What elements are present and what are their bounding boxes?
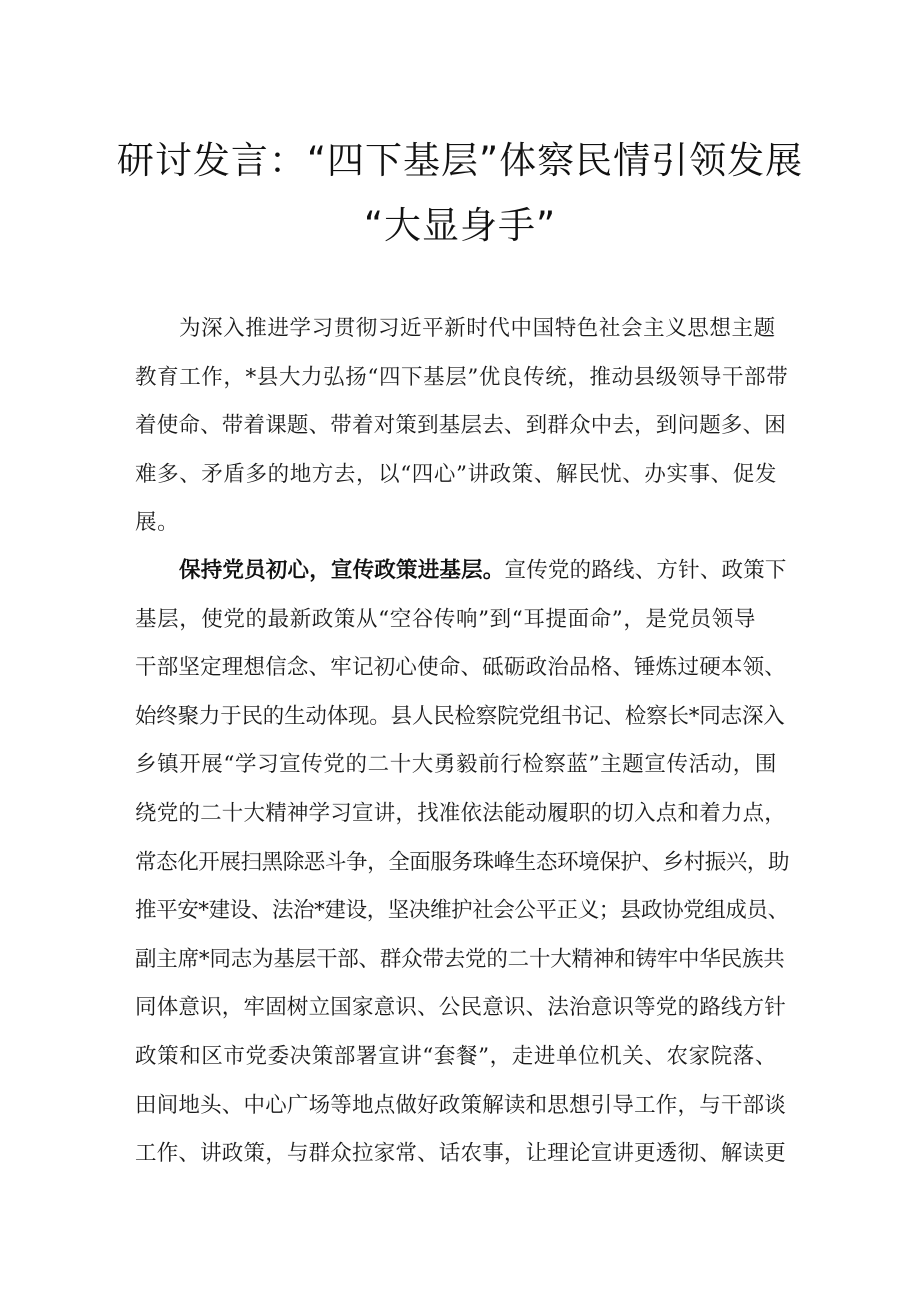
paragraph-line: 工作、讲政策，与群众拉家常、话农事，让理论宣讲更透彻、解读更 — [135, 1141, 787, 1167]
paragraph-line: 着使命、带着课题、带着对策到基层去、到群众中去，到问题多、困 — [135, 413, 787, 439]
paragraph-line: 政策和区市党委决策部署宣讲“套餐”，走进单位机关、农家院落、 — [135, 1043, 777, 1069]
paragraph-line: 绕党的二十大精神学习宣讲，找准依法能动履职的切入点和着力点， — [135, 800, 787, 826]
paragraph-line: 基层，使党的最新政策从“空谷传响”到“耳提面命”，是党员领导 — [135, 606, 756, 632]
paragraph-first-line-text: 宣传党的路线、方针、政策下 — [504, 558, 787, 583]
paragraph-line: 始终聚力于民的生动体现。县人民检察院党组书记、检察长*同志深入 — [135, 703, 785, 729]
paragraph-line: 干部坚定理想信念、牢记初心使命、砥砺政治品格、锤炼过硬本领、 — [135, 655, 787, 681]
paragraph-line: 田间地头、中心广场等地点做好政策解读和思想引导工作，与干部谈 — [135, 1092, 787, 1118]
paragraph-first-line — [135, 547, 789, 596]
paragraph-line: 推平安*建设、法治*建设，坚决维护社会公平正义；县政协党组成员、 — [135, 898, 789, 924]
paragraph-section-1 — [135, 547, 789, 1179]
document-title-line-1: 研讨发言：“四下基层”体察民情引领发展 — [116, 139, 804, 182]
paragraph-intro — [135, 305, 789, 548]
paragraph-line: 为深入推进学习贯彻习近平新时代中国特色社会主义思想主题 — [179, 316, 776, 341]
section-heading-lead: 保持党员初心，宣传政策进基层。 — [179, 558, 505, 583]
paragraph-line: 教育工作，*县大力弘扬“四下基层”优良传统，推动县级领导干部带 — [135, 364, 789, 390]
paragraph-line: 难多、矛盾多的地方去，以“四心”讲政策、解民忧、办实事、促发 — [135, 461, 777, 487]
paragraph-line: 展。 — [135, 510, 180, 536]
paragraph-line: 副主席*同志为基层干部、群众带去党的二十大精神和铸牢中华民族共 — [135, 946, 785, 972]
paragraph-line: 常态化开展扫黑除恶斗争，全面服务珠峰生态环境保护、乡村振兴，助 — [135, 849, 790, 875]
paragraph-line: 乡镇开展“学习宣传党的二十大勇毅前行检察蓝”主题宣传活动，围 — [135, 752, 777, 778]
paragraph-line: 同体意识，牢固树立国家意识、公民意识、法治意识等党的路线方针 — [135, 995, 787, 1021]
document-title-line-2: “大显身手” — [363, 204, 557, 247]
